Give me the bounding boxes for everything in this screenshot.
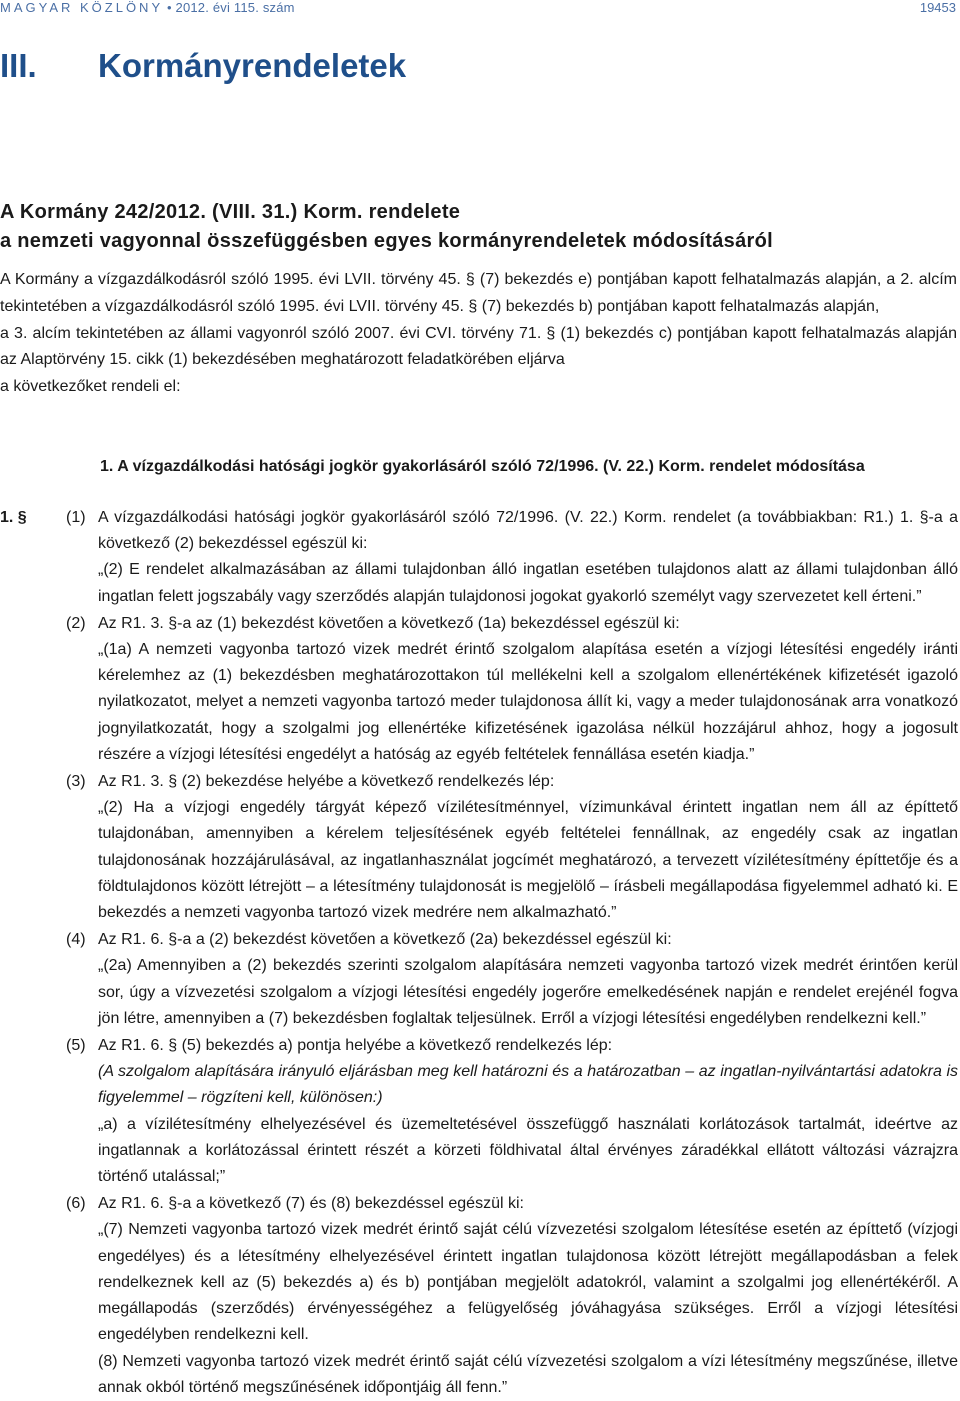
amendment-quote-2: (8) Nemzeti vagyonba tartozó vizek medrét érintő saját célú vízvezetési szolgalom a vízi létesítmény megszűnése, illetve annak okból történő megszűnésének időpontjáig áll fenn.” — [98, 1352, 958, 1396]
article-1 — [0, 505, 958, 1401]
paragraph-5 — [0, 1033, 958, 1190]
page-number: 19453 — [919, 0, 956, 15]
amendment-quote: „(1a) A nemzeti vagyonba tartozó vizek medrét érintő szolgalom alapítása esetén a vízjogi létesítési engedély iránti kérelemhez az (1) bekezdésben meghatározottakon túl mellékelni kell a szolgalom ellenértékének kifizetését igazoló nyilatkozatot, melyet a nemzeti vagyonba tartozó meder tulajdonosa állít ki, vagy a meder tulajdonosának arra vonatkozó jognyilatkozatát, hogy a szolgalmi jog ellenértéke kifizetésének igazolása nélkül hozzájárul ahhoz, hogy a jogosult részére a vízjogi létesítési engedélyt a hatóság az egyéb feltételek fennállása esetén kiadja.” — [98, 641, 958, 763]
section-title: Kormányrendeletek — [98, 47, 407, 84]
article-number: 1. § — [0, 509, 27, 526]
header-left — [0, 0, 295, 16]
preamble — [0, 267, 957, 401]
paragraph-number: (4) — [66, 931, 86, 949]
paragraph-3 — [0, 769, 958, 926]
preamble-para-3: a következőket rendeli el: — [0, 378, 181, 396]
decree-title-line2: a nemzeti vagyonnal összefüggésben egyes kormányrendeletek módosításáról — [0, 230, 773, 252]
running-header — [0, 0, 960, 16]
amendment-quote: „(7) Nemzeti vagyonba tartozó vizek medrét érintő saját célú vízvezetési szolgalom létesítése esetén az építtető (vízjogi engedélyes) és a létesítmény elhelyezésével érintett ingatlan tulajdonosa között létrejött megállapodásban a felek rendelkeznek kell az (5) bekezdés a) és b) pontjában megjelölt adatokról, valamint a szolgalmi jog ellenértékéről. A megállapodás (szerződés) érvényességéhez a felügyelőség jóváhagyása szükséges. Erről a vízjogi létesítési engedélyben rendelkezni kell. — [98, 1221, 958, 1344]
bullet-separator: • — [166, 0, 172, 15]
amendment-quote: „(2a) Amennyiben a (2) bekezdés szerinti szolgalom alapítására nemzeti vagyonba tartozó vizek medrét érintően kerül sor, úgy a vízvezetési szolgalom a vízjogi létesítési engedély jogerőre emelkedésének napján e rendelet erejénél fogva jön létre, amennyiben a (7) bekezdésben foglaltak teljesülnek. Erről a vízjogi létesítési engedélyben rendelkezni kell.” — [98, 957, 958, 1027]
paragraph-2 — [0, 611, 958, 768]
paragraph-number: (1) — [66, 509, 86, 526]
decree-title — [0, 198, 773, 256]
italic-context: (A szolgalom alapítására irányuló eljárásban meg kell határozni és a határozatban – az ingatlan-nyilvántartási adatokra is figyelemmel – rögzíteni kell, különösen:) — [98, 1063, 958, 1107]
amendment-quote: „(2) E rendelet alkalmazásában az állami tulajdonban álló ingatlan esetében tulajdonos alatt az állami tulajdonban álló ingatlan felett jogszabály vagy szerződés alapján tulajdonosi jogokat gyakorló személyt vagy szervezetet kell érteni.” — [98, 561, 958, 605]
paragraph-number: (3) — [66, 773, 86, 791]
paragraph-4 — [0, 927, 958, 1032]
paragraph-intro: Az R1. 6. §-a a következő (7) és (8) bekezdéssel egészül ki: — [98, 1195, 524, 1213]
paragraph-1 — [0, 505, 958, 610]
preamble-para-2: a 3. alcím tekintetében az állami vagyonról szóló 2007. évi CVI. törvény 71. § (1) bekezdés c) pontjában kapott felhatalmazás alapján az Alaptörvény 15. cikk (1) bekezdésében meghatározott feladatkörében eljárva — [0, 324, 957, 369]
chapter-subtitle: 1. A vízgazdálkodási hatósági jogkör gyakorlásáról szóló 72/1996. (V. 22.) Korm. rendelet módosítása — [100, 458, 865, 475]
paragraph-intro: Az R1. 6. § (5) bekezdés a) pontja helyébe a következő rendelkezés lép: — [98, 1037, 613, 1055]
amendment-quote: „(2) Ha a vízjogi engedély tárgyát képező vízilétesítménnyel, vízimunkával érintett ingatlan nem áll az építtető tulajdonában, amennyiben a kérelem teljesítésének egyéb feltételei fennállnak, az engedély csak az ingatlan tulajdonosának hozzájárulásával, az ingatlanhasználat jogcímét meghatározó, a tervezett vízilétesítmény építtetője és a földtulajdonos között létrejött – a létesítmény tulajdonosát is megjelölő – írásbeli megállapodása figyelemmel adható ki. E bekezdés a nemzeti vagyonba tartozó vizek medrére nem alkalmazható.” — [98, 799, 958, 922]
paragraph-number: (6) — [66, 1195, 86, 1213]
amendment-quote: „a) a vízilétesítmény elhelyezésével és üzemeltetésével összefüggő használati korlátozások tartalmát, ideértve az ingatlannak a korlátozással érintett részét a körzeti földhivatal által érvényes záradékkal ellátott változási vázrajzra történő utalással;” — [98, 1115, 958, 1186]
section-number: III. — [0, 47, 37, 84]
decree-title-line1: A Kormány 242/2012. (VIII. 31.) Korm. rendelete — [0, 201, 461, 223]
journal-name: MAGYAR KÖZLÖNY — [0, 0, 164, 15]
paragraph-intro: Az R1. 3. §-a az (1) bekezdést követően a következő (1a) bekezdéssel egészül ki: — [98, 614, 680, 632]
paragraph-6 — [0, 1191, 958, 1401]
section-heading — [0, 44, 406, 88]
paragraph-intro: Az R1. 6. §-a a (2) bekezdést követően a következő (2a) bekezdéssel egészül ki: — [98, 931, 672, 949]
paragraph-number: (2) — [66, 614, 86, 632]
preamble-para-1: A Kormány a vízgazdálkodásról szóló 1995. évi LVII. törvény 45. § (7) bekezdés e) pontjában kapott felhatalmazás alapján, a 2. alcím tekintetében a vízgazdálkodásról szóló 1995. évi LVII. törvény 45. § (7) bekezdés b) pontjában kapott felhatalmazás alapján, — [0, 271, 957, 315]
paragraph-intro: Az R1. 3. § (2) bekezdése helyébe a következő rendelkezés lép: — [98, 773, 555, 791]
issue-label: 2012. évi 115. szám — [175, 0, 295, 15]
paragraph-number: (5) — [66, 1037, 86, 1055]
paragraph-intro: A vízgazdálkodási hatósági jogkör gyakorlásáról szóló 72/1996. (V. 22.) Korm. rendelet (a továbbiakban: R1.) 1. §-a a következő (2) bekezdéssel egészül ki: — [98, 509, 958, 553]
